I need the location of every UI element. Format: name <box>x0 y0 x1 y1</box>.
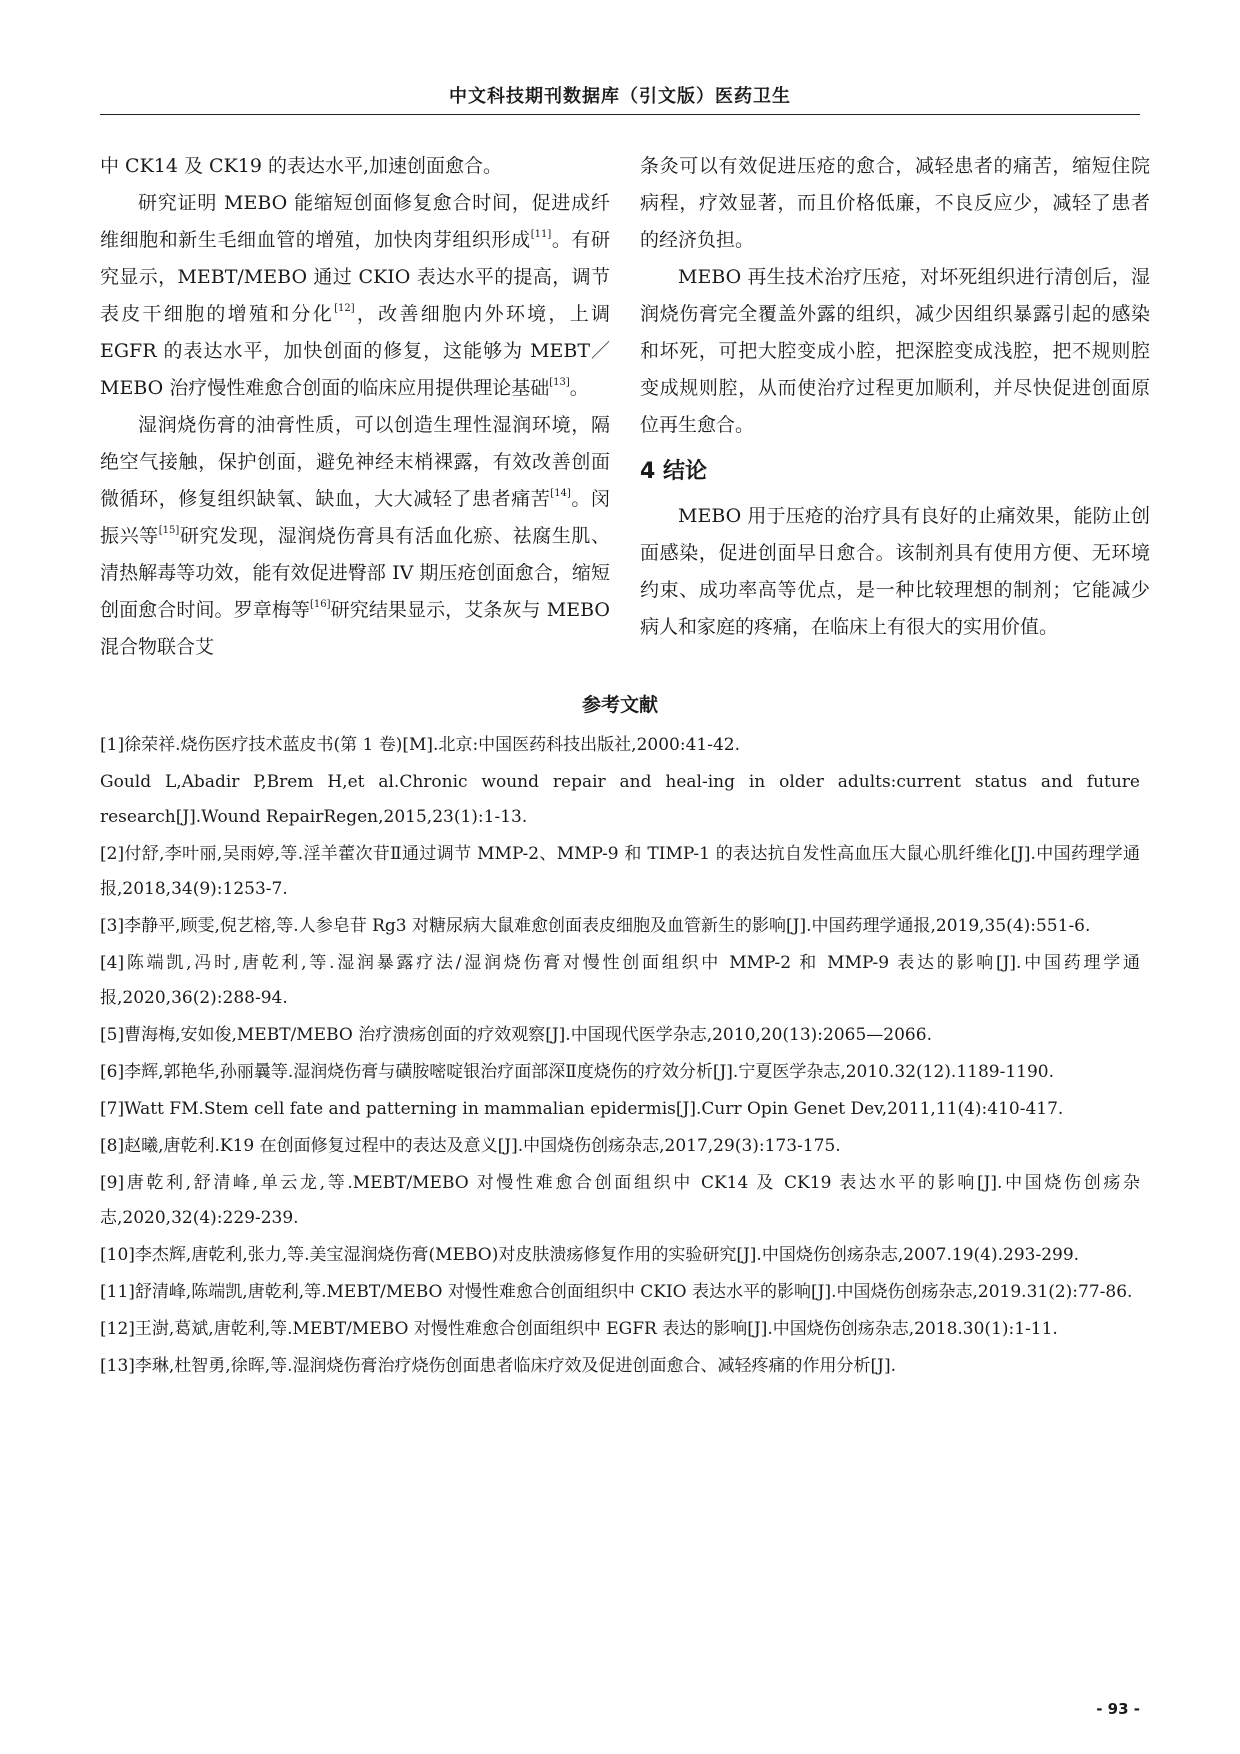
text-run: 。闵振兴等 <box>100 488 610 547</box>
text-run: 。 <box>569 377 589 399</box>
paragraph: MEBO 再生技术治疗压疮，对坏死组织进行清创后，湿润烧伤膏完全覆盖外露的组织，减少因组织暴露引起的感染和坏死，可把大腔变成小腔，把深腔变成浅腔，把不规则腔变成规则腔，从而使治疗过程更加顺利，并尽快促进创面原位再生愈合。 <box>640 266 1150 436</box>
text-run: 。有研究显示，MEBT/MEBO 通过 CKIO 表达水平的提高，调节表皮干细胞的增殖和分化 <box>100 229 610 325</box>
page-number: - 93 - <box>1096 1700 1140 1718</box>
paragraph: 条灸可以有效促进压疮的愈合，减轻患者的痛苦，缩短住院病程，疗效显著，而且价格低廉，不良反应少，减轻了患者的经济负担。 <box>640 155 1150 251</box>
text-run: ，改善细胞内外环境，上调 EGFR 的表达水平，加快创面的修复，这能够为 MEBT／MEBO 治疗慢性难愈合创面的临床应用提供理论基础 <box>100 303 610 399</box>
citation-ref[interactable]: [11] <box>530 229 552 240</box>
paragraph <box>100 185 610 407</box>
reference-item: [6]李辉,郭艳华,孙丽曩等.湿润烧伤膏与磺胺嘧啶银治疗面部深Ⅱ度烧伤的疗效分析[J].宁夏医学杂志,2010.32(12).1189-1190. <box>100 1062 1055 1082</box>
reference-item: [4]陈端凯,冯时,唐乾利,等.湿润暴露疗法/湿润烧伤膏对慢性创面组织中 MMP-2 和 MMP-9 表达的影响[J].中国药理学通报,2020,36(2):288-94. <box>100 953 1140 1008</box>
citation-ref[interactable]: [12] <box>334 303 355 314</box>
citation-ref[interactable]: [14] <box>550 488 571 499</box>
header-rule <box>100 114 1140 115</box>
reference-item: [10]李杰辉,唐乾利,张力,等.美宝湿润烧伤膏(MEBO)对皮肤溃疡修复作用的实验研究[J].中国烧伤创疡杂志,2007.19(4).293-299. <box>100 1245 1080 1265</box>
reference-item: [12]王澍,葛斌,唐乾利,等.MEBT/MEBO 对慢性难愈合创面组织中 EGFR 表达的影响[J].中国烧伤创疡杂志,2018.30(1):1-11. <box>100 1319 1058 1339</box>
text-run: 研究结果显示，艾条灰与 MEBO 混合物联合艾 <box>100 599 610 658</box>
reference-item: [9]唐乾利,舒清峰,单云龙,等.MEBT/MEBO 对慢性难愈合创面组织中 CK14 及 CK19 表达水平的影响[J].中国烧伤创疡杂志,2020,32(4):229-239. <box>100 1173 1140 1228</box>
paragraph <box>100 407 610 666</box>
text-run: 研究发现，湿润烧伤膏具有活血化瘀、祛腐生肌、清热解毒等功效，能有效促进臀部 IV 期压疮创面愈合，缩短创面愈合时间。罗章梅等 <box>100 525 610 621</box>
reference-item: [1]徐荣祥.烧伤医疗技术蓝皮书(第 1 卷)[M].北京:中国医药科技出版社,2000:41-42. <box>100 735 740 755</box>
section-heading-conclusion: 4 结论 <box>640 459 707 484</box>
citation-ref[interactable]: [15] <box>158 525 180 536</box>
right-column <box>640 148 1150 646</box>
citation-ref[interactable]: [16] <box>310 599 331 610</box>
reference-item: [3]李静平,顾雯,倪艺榕,等.人参皂苷 Rg3 对糖尿病大鼠难愈创面表皮细胞及血管新生的影响[J].中国药理学通报,2019,35(4):551-6. <box>100 916 1091 936</box>
reference-list <box>100 728 1140 1386</box>
reference-item: [11]舒清峰,陈端凯,唐乾利,等.MEBT/MEBO 对慢性难愈合创面组织中 CKIO 表达水平的影响[J].中国烧伤创疡杂志,2019.31(2):77-86. <box>100 1282 1133 1302</box>
reference-item: [13]李琳,杜智勇,徐晖,等.湿润烧伤膏治疗烧伤创面患者临床疗效及促进创面愈合、减轻疼痛的作用分析[J]. <box>100 1356 896 1376</box>
text-run: 湿润烧伤膏的油膏性质，可以创造生理性湿润环境，隔绝空气接触，保护创面，避免神经末梢裸露，有效改善创面微循环，修复组织缺氧、缺血，大大减轻了患者痛苦 <box>100 414 610 510</box>
text-run: 研究证明 MEBO 能缩短创面修复愈合时间，促进成纤维细胞和新生毛细血管的增殖，加快肉芽组织形成 <box>100 192 610 251</box>
references-heading: 参考文献 <box>581 694 658 716</box>
reference-item: Gould L,Abadir P,Brem H,et al.Chronic wound repair and heal-ing in older adults:current status and future research[J].Wound RepairRegen,2015,23(1):1-13. <box>100 772 1140 827</box>
citation-ref[interactable]: [13] <box>549 377 570 388</box>
reference-item: [8]赵曦,唐乾利.K19 在创面修复过程中的表达及意义[J].中国烧伤创疡杂志,2017,29(3):173-175. <box>100 1136 841 1156</box>
left-column <box>100 148 610 666</box>
reference-item: [7]Watt FM.Stem cell fate and patterning in mammalian epidermis[J].Curr Opin Genet Dev,2011,11(4):410-417. <box>100 1099 1064 1119</box>
reference-item: [2]付舒,李叶丽,吴雨婷,等.淫羊藿次苷Ⅱ通过调节 MMP-2、MMP-9 和 TIMP-1 的表达抗自发性高血压大鼠心肌纤维化[J].中国药理学通报,2018,34(9):1253-7. <box>100 844 1140 899</box>
paragraph: 中 CK14 及 CK19 的表达水平,加速创面愈合。 <box>100 155 503 177</box>
running-header: 中文科技期刊数据库（引文版）医药卫生 <box>449 86 791 107</box>
reference-item: [5]曹海梅,安如俊,MEBT/MEBO 治疗溃疡创面的疗效观察[J].中国现代医学杂志,2010,20(13):2065—2066. <box>100 1025 932 1045</box>
paragraph: MEBO 用于压疮的治疗具有良好的止痛效果，能防止创面感染，促进创面早日愈合。该制剂具有使用方便、无环境约束、成功率高等优点，是一种比较理想的制剂；它能减少病人和家庭的疼痛，在临床上有很大的实用价值。 <box>640 505 1150 638</box>
